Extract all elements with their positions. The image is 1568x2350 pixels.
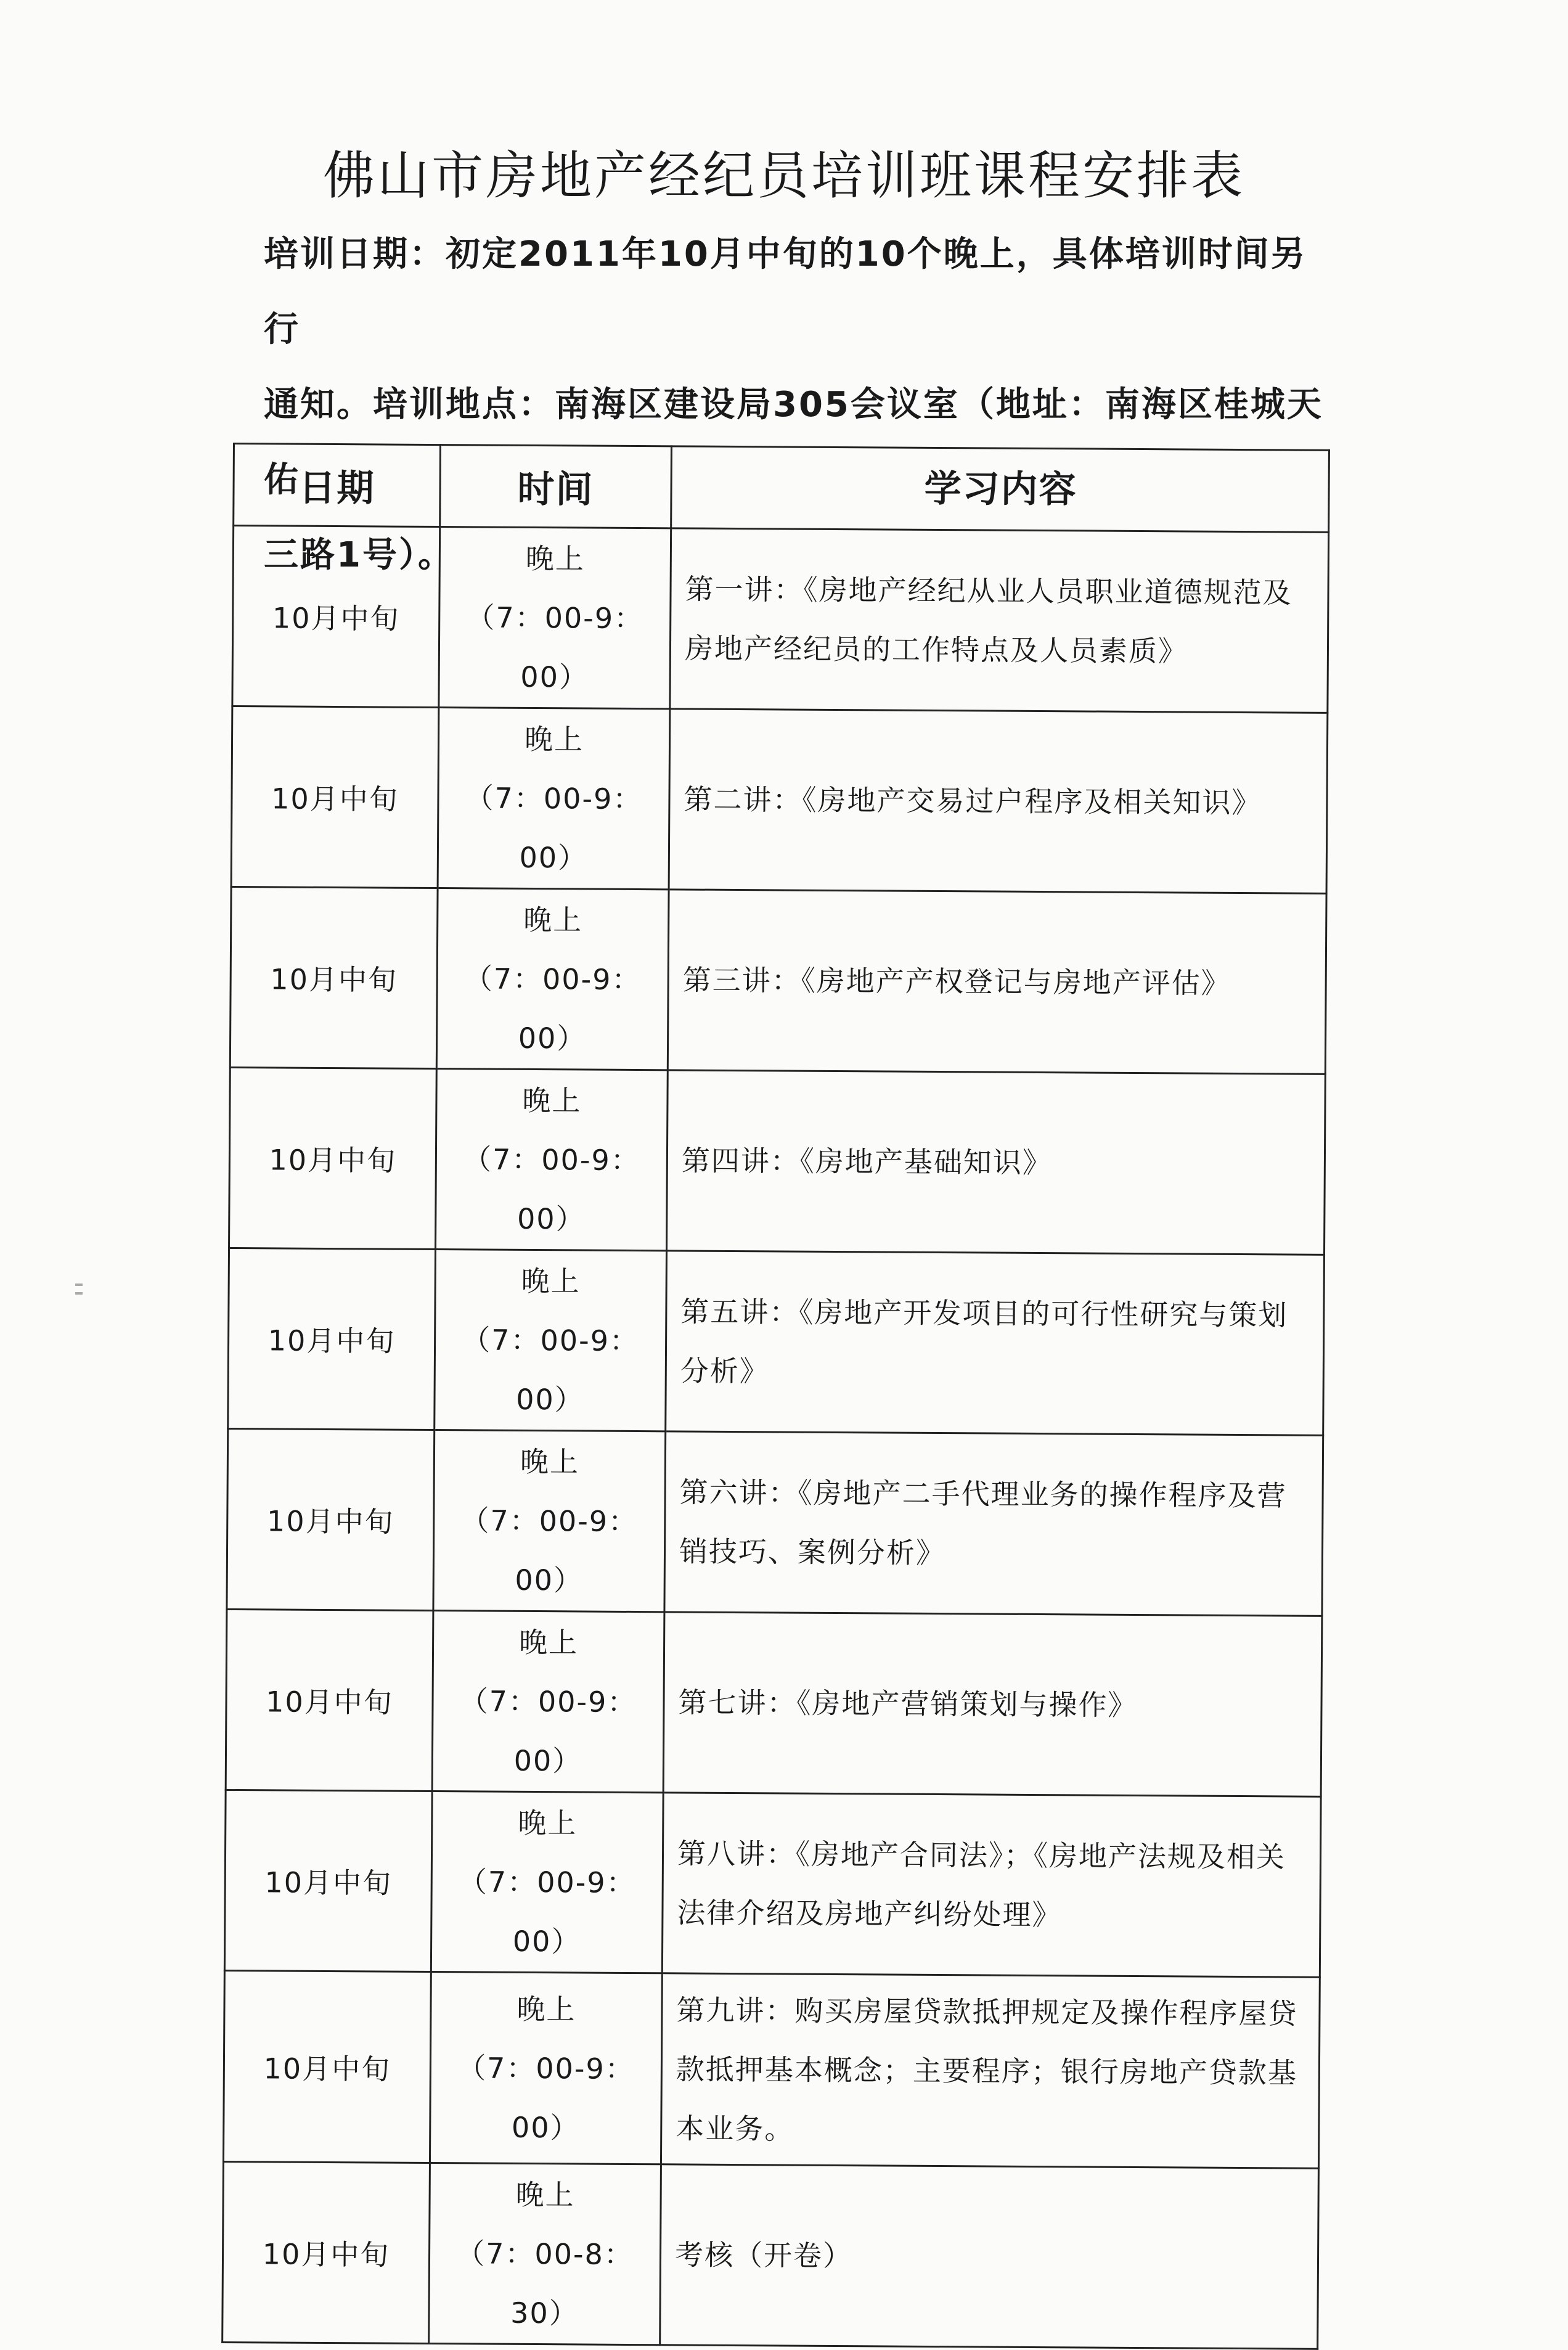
time-range: （7：00-8：30） [456,2237,634,2330]
time-range: （7：00-9：00） [459,1684,637,1778]
row-date: 10月中旬 [223,1970,431,2163]
time-range: （7：00-9：00） [460,1504,639,1597]
time-label: 晚上 [522,1083,582,1118]
row-time [439,527,671,709]
time-range: （7：00-9：00） [463,962,642,1055]
time-range: （7：00-9：00） [462,1323,640,1417]
schedule-table [221,443,1330,2350]
time-label: 晚上 [523,903,583,937]
row-time [432,1611,664,1793]
time-label: 晚上 [518,1806,578,1840]
time-label: 晚上 [520,1444,580,1479]
document-title: 佛山市房地产经纪员培训班课程安排表 [322,145,1245,206]
row-date: 10月中旬 [227,1428,435,1610]
row-date: 10月中旬 [224,1790,432,1971]
time-range: （7：00-9：00） [458,1865,636,1959]
header-content: 学习内容 [671,446,1329,533]
time-label: 晚上 [517,1992,576,2026]
row-date: 10月中旬 [232,526,440,708]
time-label: 晚上 [525,541,586,576]
time-label: 晚上 [521,1264,581,1298]
table-row [229,1067,1326,1255]
row-date: 10月中旬 [226,1609,433,1791]
table-row [227,1428,1323,1616]
table-row [226,1609,1322,1796]
row-time [429,2163,661,2345]
row-date: 10月中旬 [230,886,438,1068]
table-row [231,706,1328,894]
row-date: 10月中旬 [223,2161,430,2343]
intro-line: 通知。培训地点：南海区建设局305会议室（地址：南海区桂城天佑 [264,385,1323,500]
row-content: 第八讲：《房地产合同法》；《房地产法规及相关法律介绍及房地产纠纷处理》 [662,1793,1321,1978]
row-time [431,1791,663,1973]
row-content: 第二讲：《房地产交易过户程序及相关知识》 [669,709,1328,894]
row-time [435,1250,667,1431]
intro-line: 三路1号）。 [264,535,454,575]
row-date: 10月中旬 [229,1067,437,1249]
row-time [436,888,669,1070]
row-date: 10月中旬 [228,1248,436,1430]
table-row [224,1790,1321,1977]
table-row [232,526,1329,713]
table-row [223,1970,1320,2168]
row-content: 第六讲：《房地产二手代理业务的操作程序及营销技巧、案例分析》 [664,1431,1323,1616]
table-row [230,886,1326,1074]
header-time: 时间 [440,445,672,528]
table-header-row [234,444,1329,533]
time-label: 晚上 [518,1625,579,1660]
row-content: 第四讲：《房地产基础知识》 [667,1070,1326,1255]
time-range: （7：00-9：00） [457,2050,635,2144]
time-range: （7：00-9：00） [465,781,643,875]
header-date: 日期 [234,444,441,527]
table-row [228,1248,1325,1435]
table-row [223,2161,1319,2349]
row-time [430,1972,662,2164]
scan-speck [75,1283,83,1286]
scan-speck [75,1292,83,1295]
row-content: 第七讲：《房地产营销策划与操作》 [663,1612,1322,1797]
time-range: （7：00-9：00） [462,1142,640,1236]
time-label: 晚上 [515,2177,575,2212]
row-content: 第三讲：《房地产产权登记与房地产评估》 [668,890,1326,1075]
row-time [433,1430,666,1612]
row-date: 10月中旬 [231,706,439,888]
time-label: 晚上 [524,722,584,756]
row-content: 考核（开卷） [660,2164,1319,2349]
row-content: 第九讲：购买房屋贷款抵押规定及操作程序屋贷款抵押基本概念；主要程序；银行房地产贷款基本业务。 [661,1973,1320,2169]
row-time [438,708,670,890]
intro-line: 培训日期：初定2011年10月中旬的10个晚上，具体培训时间另行 [264,234,1307,350]
time-range: （7：00-9：00） [466,600,644,694]
row-content: 第五讲：《房地产开发项目的可行性研究与策划分析》 [666,1251,1325,1436]
row-content: 第一讲：《房地产经纪从业人员职业道德规范及房地产经纪员的工作特点及人员素质》 [670,528,1329,713]
row-time [436,1069,668,1251]
